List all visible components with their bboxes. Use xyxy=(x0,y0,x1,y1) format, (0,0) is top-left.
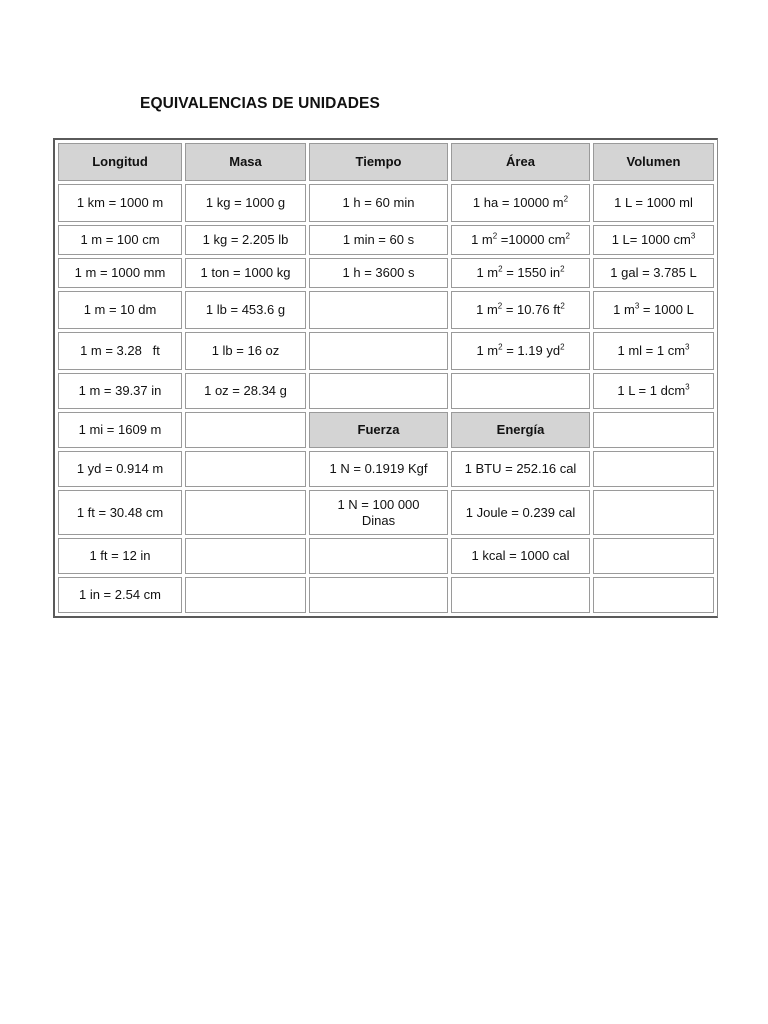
volumen-cell-exponent: 3 xyxy=(685,342,690,352)
volumen-cell xyxy=(593,291,714,329)
fuerza-cell: 1 N = 100 000 Dinas xyxy=(309,490,448,535)
header-fuerza: Fuerza xyxy=(309,412,448,448)
masa-cell: 1 kg = 1000 g xyxy=(185,184,306,222)
fuerza-cell: 1 N = 0.1919 Kgf xyxy=(309,451,448,487)
longitud-cell: 1 m = 1000 mm xyxy=(58,258,182,288)
volumen-cell-text-rest: = 1000 L xyxy=(639,302,694,317)
area-cell-exponent: 2 xyxy=(560,264,565,274)
longitud-cell: 1 m = 39.37 in xyxy=(58,373,182,409)
empty-cell xyxy=(309,538,448,574)
empty-cell xyxy=(185,538,306,574)
volumen-cell-text: 1 ml = 1 cm xyxy=(617,343,686,358)
area-cell xyxy=(451,291,590,329)
table-row xyxy=(58,490,714,535)
tiempo-cell: 1 min = 60 s xyxy=(309,225,448,255)
table-row xyxy=(58,225,714,255)
area-cell-exponent: 2 xyxy=(492,231,498,241)
table-row xyxy=(58,412,714,448)
area-cell-text: 1 ha = 10000 m xyxy=(472,195,564,210)
volumen-cell-text: 1 m xyxy=(613,302,635,317)
volumen-cell xyxy=(593,373,714,409)
empty-cell xyxy=(185,490,306,535)
area-cell xyxy=(451,184,590,222)
area-cell-exponent: 2 xyxy=(563,194,569,204)
energia-cell: 1 Joule = 0.239 cal xyxy=(451,490,590,535)
masa-cell: 1 oz = 28.34 g xyxy=(185,373,306,409)
empty-cell xyxy=(185,577,306,613)
longitud-cell: 1 km = 1000 m xyxy=(58,184,182,222)
volumen-cell: 1 L = 1000 ml xyxy=(593,184,714,222)
empty-cell xyxy=(309,332,448,370)
masa-cell: 1 kg = 2.205 lb xyxy=(185,225,306,255)
energia-cell: 1 BTU = 252.16 cal xyxy=(451,451,590,487)
area-cell-exponent: 2 xyxy=(560,342,565,352)
longitud-cell: 1 ft = 30.48 cm xyxy=(58,490,182,535)
header-volumen: Volumen xyxy=(593,143,714,181)
masa-cell: 1 lb = 16 oz xyxy=(185,332,306,370)
masa-cell: 1 ton = 1000 kg xyxy=(185,258,306,288)
tiempo-cell: 1 h = 60 min xyxy=(309,184,448,222)
empty-cell xyxy=(185,451,306,487)
volumen-cell: 1 gal = 3.785 L xyxy=(593,258,714,288)
area-cell-exponent: 2 xyxy=(498,264,503,274)
unit-equivalence-table xyxy=(53,138,718,618)
volumen-cell xyxy=(593,225,714,255)
empty-cell xyxy=(309,373,448,409)
longitud-cell: 1 yd = 0.914 m xyxy=(58,451,182,487)
area-cell xyxy=(451,258,590,288)
volumen-cell-exponent: 3 xyxy=(634,301,640,311)
header-energia: Energía xyxy=(451,412,590,448)
volumen-cell xyxy=(593,332,714,370)
longitud-cell: 1 m = 10 dm xyxy=(58,291,182,329)
empty-cell xyxy=(593,451,714,487)
volumen-cell-exponent: 3 xyxy=(685,382,690,392)
area-cell-exponent: 2 xyxy=(565,231,570,241)
table-row xyxy=(58,451,714,487)
empty-cell xyxy=(593,490,714,535)
empty-cell xyxy=(451,373,590,409)
area-cell-text-rest: =10000 cm xyxy=(497,232,566,247)
table-row xyxy=(58,373,714,409)
area-cell-text: 1 m xyxy=(471,232,493,247)
volumen-cell-text: 1 L= 1000 cm xyxy=(611,232,691,247)
area-cell-text: 1 m xyxy=(476,265,499,280)
area-cell-text: 1 m xyxy=(476,302,498,317)
empty-cell xyxy=(309,577,448,613)
area-cell-text-rest: = 1.19 yd xyxy=(502,343,561,358)
tiempo-cell: 1 h = 3600 s xyxy=(309,258,448,288)
table-row xyxy=(58,258,714,288)
energia-cell: 1 kcal = 1000 cal xyxy=(451,538,590,574)
empty-cell xyxy=(593,577,714,613)
table-row xyxy=(58,538,714,574)
area-cell-text: 1 m xyxy=(476,343,499,358)
header-area: Área xyxy=(451,143,590,181)
empty-cell xyxy=(593,412,714,448)
header-tiempo: Tiempo xyxy=(309,143,448,181)
empty-cell xyxy=(309,291,448,329)
area-cell-exponent: 2 xyxy=(497,301,503,311)
longitud-cell: 1 m = 3.28 ft xyxy=(58,332,182,370)
longitud-cell: 1 in = 2.54 cm xyxy=(58,577,182,613)
volumen-cell-text: 1 L = 1 dcm xyxy=(617,383,686,398)
area-cell xyxy=(451,332,590,370)
empty-cell xyxy=(451,577,590,613)
area-cell-exponent: 2 xyxy=(560,301,565,311)
longitud-cell: 1 ft = 12 in xyxy=(58,538,182,574)
table-row xyxy=(58,332,714,370)
longitud-cell: 1 m = 100 cm xyxy=(58,225,182,255)
area-cell xyxy=(451,225,590,255)
area-cell-text-rest: = 1550 in xyxy=(502,265,561,280)
header-longitud: Longitud xyxy=(58,143,182,181)
empty-cell xyxy=(185,412,306,448)
masa-cell: 1 lb = 453.6 g xyxy=(185,291,306,329)
longitud-cell: 1 mi = 1609 m xyxy=(58,412,182,448)
volumen-cell-exponent: 3 xyxy=(690,231,696,241)
area-cell-exponent: 2 xyxy=(498,342,503,352)
table-row xyxy=(58,291,714,329)
table-row xyxy=(58,184,714,222)
header-masa: Masa xyxy=(185,143,306,181)
empty-cell xyxy=(593,538,714,574)
table-header-row xyxy=(58,143,714,181)
table-row xyxy=(58,577,714,613)
area-cell-text-rest: = 10.76 ft xyxy=(502,302,561,317)
page-title: EQUIVALENCIAS DE UNIDADES xyxy=(140,95,380,112)
